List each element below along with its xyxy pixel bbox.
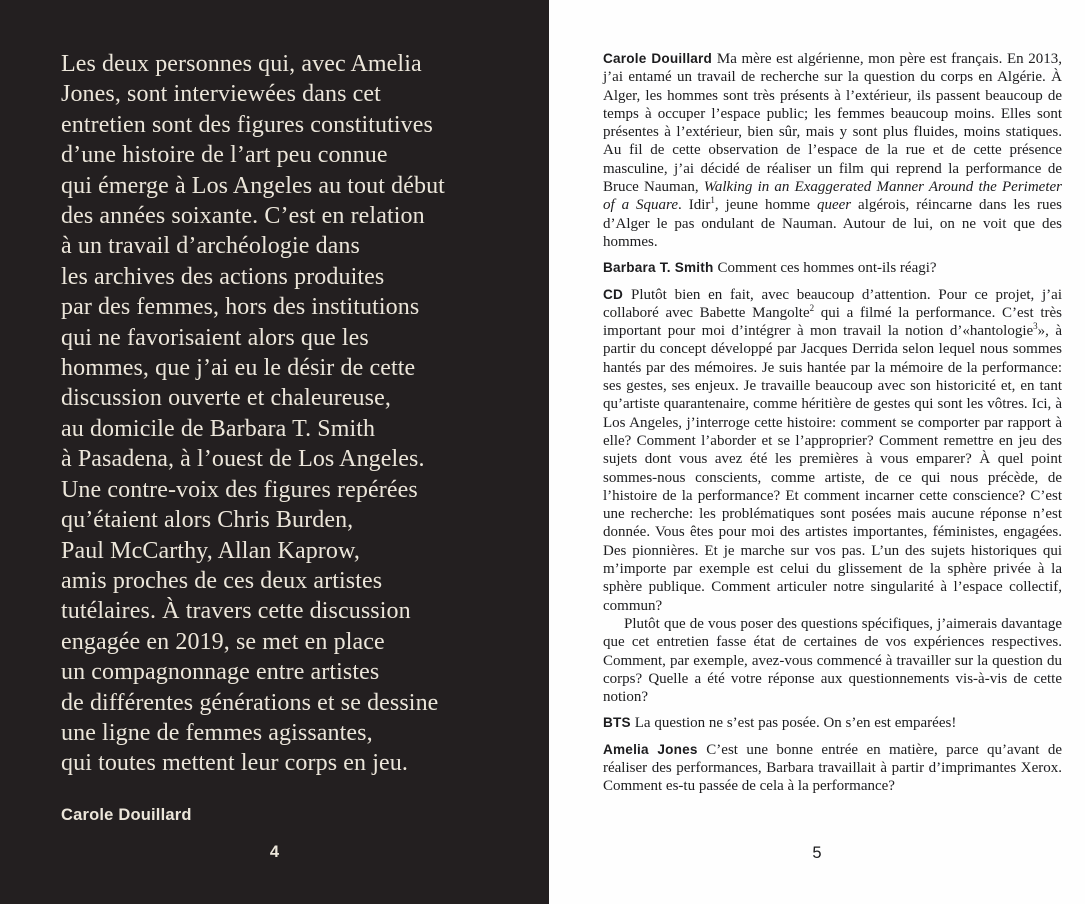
paragraph — [603, 714, 1062, 732]
speaker-label: Amelia Jones — [603, 741, 707, 757]
text-line: d’une histoire de l’art peu connue — [61, 142, 388, 169]
text-line: qui ne favorisaient alors que les — [61, 324, 369, 351]
text-line: Les deux personnes qui, avec Amelia — [61, 51, 422, 77]
footnote-marker: 2 — [809, 302, 815, 313]
paragraph — [603, 741, 1062, 796]
body-text: C’est une bonne entrée en matière, parce qu’avant de réaliser des performances, Barbara travaillait à partir d’imprimantes Xerox. Comment es-tu passée de cela à la performance? — [603, 741, 1062, 795]
text-line: au domicile de Barbara T. Smith — [61, 415, 376, 442]
page-number-right: 5 — [812, 844, 822, 862]
body-text: La question ne s’est pas posée. On s’en est emparées! — [634, 715, 957, 732]
text-line: une ligne de femmes agissantes, — [61, 719, 373, 746]
italic-text: queer — [816, 197, 852, 214]
text-line: qui toutes mettent leur corps en jeu. — [61, 750, 408, 777]
speaker-label: BTS — [603, 715, 635, 731]
footnote-marker: 3 — [1033, 321, 1038, 332]
paragraph — [603, 286, 1062, 615]
text-line: entretien sont des figures constitutives — [61, 111, 433, 138]
right-text-column — [603, 50, 1062, 796]
text-line: engagée en 2019, se met en place — [61, 628, 385, 655]
text-line: Paul McCarthy, Allan Kaprow, — [61, 537, 360, 564]
text-line: qui émerge à Los Angeles au tout début — [61, 172, 445, 199]
body-text: Plutôt bien en fait, avec beaucoup d’attention. Pour ce projet, j’ai collaboré avec Babette Mangolte — [603, 286, 1062, 321]
text-line: de différentes générations et se dessine — [61, 689, 439, 716]
text-line: à un travail d’archéologie dans — [61, 233, 360, 260]
body-text: , jeune homme — [714, 197, 817, 214]
text-line: amis proches de ces deux artistes — [61, 567, 383, 594]
footnote-marker: 1 — [710, 195, 715, 206]
text-line: un compagnonnage entre artistes — [61, 659, 380, 686]
paragraph — [603, 615, 1062, 706]
italic-text: Walking in an Exaggerated Manner Around the Perimeter of a Square — [603, 179, 1062, 214]
text-line: hommes, que j’ai eu le désir de cette — [61, 355, 416, 382]
text-line: tutélaires. À travers cette discussion — [61, 598, 411, 625]
speaker-label: Barbara T. Smith — [603, 260, 718, 276]
text-line: les archives des actions produites — [61, 263, 385, 290]
body-text: Ma mère est algérienne, mon père est français. En 2013, j’ai entamé un travail de recherche sur la question du corps en Algérie. À Alger, les hommes sont très présents à l’extérieur, ils passent beaucoup de temps à occuper l’espace public; les femmes beaucoup moins. Elles sont présentes à l’extérieur, bien sûr, mais y sont plus fluides, moins statiques. Au fil de cette observation de l’espace de la rue et de cette présence masculine, j’ai décidé de réaliser un film qui reprend la performance de Bruce Nauman, — [603, 51, 1062, 196]
paragraph — [603, 259, 1062, 277]
speaker-label: Carole Douillard — [603, 51, 717, 66]
text-line: Une contre-voix des figures repérées — [61, 476, 418, 503]
body-text: qui a filmé la performance. C’est très important pour moi d’intégrer à mon travail la notion d’«hantologie — [603, 304, 1062, 340]
body-text: Plutôt que de vous poser des questions spécifiques, j’aimerais davantage que cet entretien fasse état de certaines de vos expériences respectives. Comment, par exemple, avez-vous commencé à travailler sur la question du corps? Quelle a été votre réponse aux questionnements vis-à-vis de cette notion? — [603, 615, 1062, 706]
text-line: des années soixante. C’est en relation — [61, 203, 425, 230]
paragraph — [603, 50, 1062, 251]
body-text: . Idir — [678, 197, 711, 214]
body-text: Comment ces hommes ont-ils réagi? — [717, 260, 937, 277]
page-number-left: 4 — [269, 843, 280, 861]
text-line: discussion ouverte et chaleureuse, — [61, 385, 391, 412]
text-line: par des femmes, hors des institutions — [61, 294, 420, 321]
body-text: », à partir du concept développé par Jacques Derrida selon lequel nous sommes hantés par des mémoires. Je suis hantée par la mémoire de la performance: ses gestes, ses enjeux. Je travaille beaucoup avec son historicité et, en tant qu’artiste quarantenaire, comme héritière de gestes qui sont les vôtres. Ici, à Los Angeles, j’interroge cette histoire: comment se comporter par rapport à elle? Comment l’aborder et se l’approprier? Comment remettre en jeu des sujets dont vous avez été les premières à vous emparer? À quel point sommes-nous conscients, comme artiste, de ce qui nous précède, de l’histoire de la performance? Et comment incarner cette conscience? C’est une recherche: les problématiques sont posées mais aucune réponse n’est donnée. Vous êtes pour moi des artistes importantes, féministes, engagées. Des pionnières. Et je marche sur vos pas. L’un des sujets historiques qui m’importe par exemple est celui du glissement de la sphère privée à la sphère publique. Comment articuler notre singularité à l’espace collectif, commun? — [603, 323, 1062, 614]
text-line: Jones, sont interviewées dans cet — [61, 81, 381, 108]
author-label: Carole Douillard — [61, 806, 192, 824]
page-right — [549, 0, 1085, 904]
text-line: à Pasadena, à l’ouest de Los Angeles. — [61, 446, 425, 473]
speaker-label: CD — [603, 286, 631, 302]
text-line: qu’étaient alors Chris Burden, — [61, 507, 354, 534]
body-text: algérois, réincarne dans les rues d’Alger le pas ondulant de Nauman. Autour de lui, on ne voit que des hommes. — [603, 197, 1062, 250]
left-text-block — [61, 49, 445, 779]
